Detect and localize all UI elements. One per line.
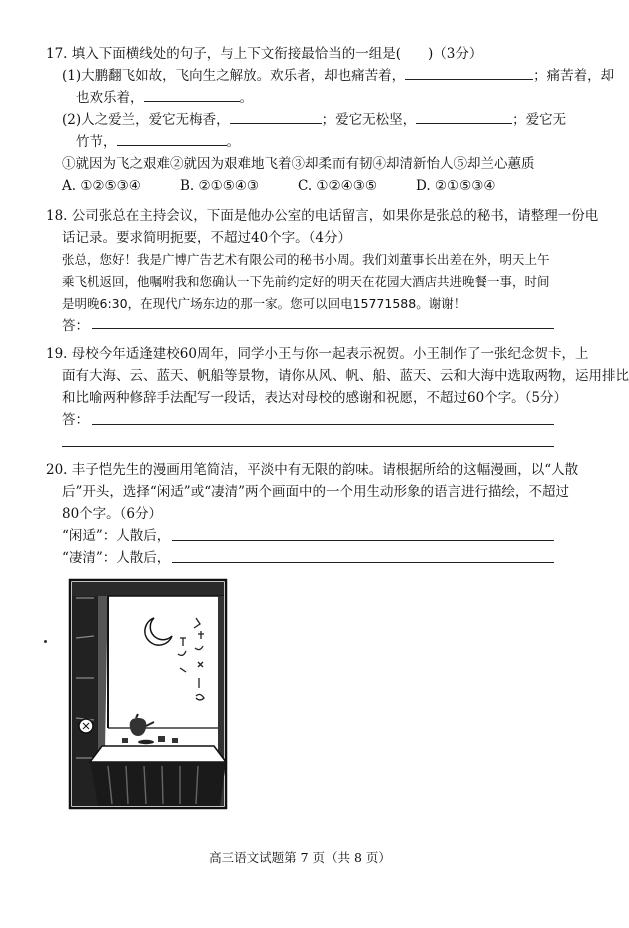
q20-answer-line-1[interactable]: [172, 540, 554, 541]
question-19: [46, 344, 629, 432]
q17-blank-2[interactable]: [144, 88, 240, 102]
q20-label-desolate: “凄清”：人散后，: [62, 550, 171, 566]
q17-option-a[interactable]: A. ①②⑤③④: [62, 178, 141, 194]
scan-speck: [44, 640, 47, 643]
q20-label-leisurely: “闲适”：人散后，: [62, 528, 171, 544]
q20-label-row-1: [46, 526, 568, 548]
q17-blank-4[interactable]: [416, 110, 512, 124]
q18-stem-line1: 18. 公司张总在主持会议，下面是他办公室的电话留言，如果你是张总的秘书，请整理一份电: [46, 208, 599, 224]
q17-item2-line2: [46, 132, 568, 154]
q19-answer-line-2[interactable]: [62, 446, 554, 447]
q17-option-b[interactable]: B. ②①⑤④③: [180, 178, 260, 194]
q17-item1-text-d: 。: [239, 90, 253, 106]
q19-stem-line2: 面有大海、云、蓝天、帆船等景物，请你从风、帆、船、蓝天、云和大海中选取两物，运用排比: [62, 368, 629, 384]
q20-stem-line1: 20. 丰子恺先生的漫画用笔简洁，平淡中有无限的韵味。请根据所给的这幅漫画，以“人散: [46, 462, 579, 478]
q18-message-line2: 乘飞机返回，他嘱咐我和您确认一下先前约定好的明天在花园大酒店共进晚餐一事，时间: [62, 274, 550, 289]
q17-option-d[interactable]: D. ②①⑤③④: [416, 178, 496, 194]
q19-answer-label: 答：: [62, 412, 89, 428]
q18-answer-row: [46, 316, 568, 338]
q17-item2-text-a: (2)人之爱兰，爱它无梅香，: [62, 112, 230, 128]
q17-item1-text-a: (1)大鹏翻飞如故，飞向生之解放。欢乐者，却也痛苦着，: [62, 68, 406, 84]
q20-label-row-2: [46, 548, 568, 570]
question-18: [46, 206, 599, 338]
q17-choices: ①就因为飞之艰难②就因为艰难地飞着③却柔而有韧④却清新怡人⑤却兰心蕙质: [62, 156, 535, 172]
q17-item2-text-d: 竹节，: [76, 134, 117, 150]
q17-item2-text-c: ；爱它无: [512, 112, 567, 128]
question-20: [46, 460, 579, 570]
q17-item1-line1: [46, 66, 615, 88]
q17-stem: 17. 填入下面横线处的句子，与上下文衔接最恰当的一组是( )（3分）: [46, 46, 483, 62]
q17-blank-5[interactable]: [117, 132, 227, 146]
q18-answer-line[interactable]: [92, 328, 554, 329]
q17-item1-text-b: ；痛苦着，却: [533, 68, 615, 84]
cartoon-drawing: [68, 578, 228, 810]
q17-item1-line2: [46, 88, 568, 110]
q18-message-line1: 张总，您好！我是广博广告艺术有限公司的秘书小周。我们刘董事长出差在外，明天上午: [62, 252, 550, 267]
q20-stem-line3: 80个字。（6分）: [62, 506, 163, 522]
q18-answer-label: 答：: [62, 318, 89, 334]
q19-answer-row: [46, 410, 568, 432]
q17-item2-text-e: 。: [226, 134, 240, 150]
page-footer: 高三语文试题第 7 页（共 8 页）: [209, 850, 391, 865]
q20-stem-line2: 后”开头，选择“闲适”或“凄清”两个画面中的一个用生动形象的语言进行描绘，不超过: [62, 484, 570, 500]
q20-answer-line-2[interactable]: [172, 562, 554, 563]
q17-item2-line1: [46, 110, 568, 132]
q19-stem-line3: 和比喻两种修辞手法配写一段话，表达对母校的感谢和祝愿，不超过60个字。（5分）: [62, 390, 568, 406]
q19-stem-line1: 19. 母校今年适逢建校60周年，同学小王与你一起表示祝贺。小王制作了一张纪念贺卡，上: [46, 346, 589, 362]
q17-blank-1[interactable]: [405, 66, 533, 80]
feng-zikai-cartoon: [68, 578, 228, 810]
q18-stem-line2: 话记录。要求简明扼要，不超过40个字。（4分）: [62, 230, 352, 246]
q17-option-c[interactable]: C. ①②④③⑤: [298, 178, 377, 194]
q18-message-line3: 是明晚6:30，在现代广场东边的那一家。您可以回电15771588。谢谢！: [62, 296, 467, 311]
q19-answer-line-1[interactable]: [92, 424, 554, 425]
q17-options: [46, 176, 568, 198]
q17-item2-text-b: ；爱它无松坚，: [321, 112, 417, 128]
question-17: [46, 44, 615, 198]
q17-blank-3[interactable]: [230, 110, 322, 124]
q17-item1-text-c: 也欢乐着，: [76, 90, 144, 106]
